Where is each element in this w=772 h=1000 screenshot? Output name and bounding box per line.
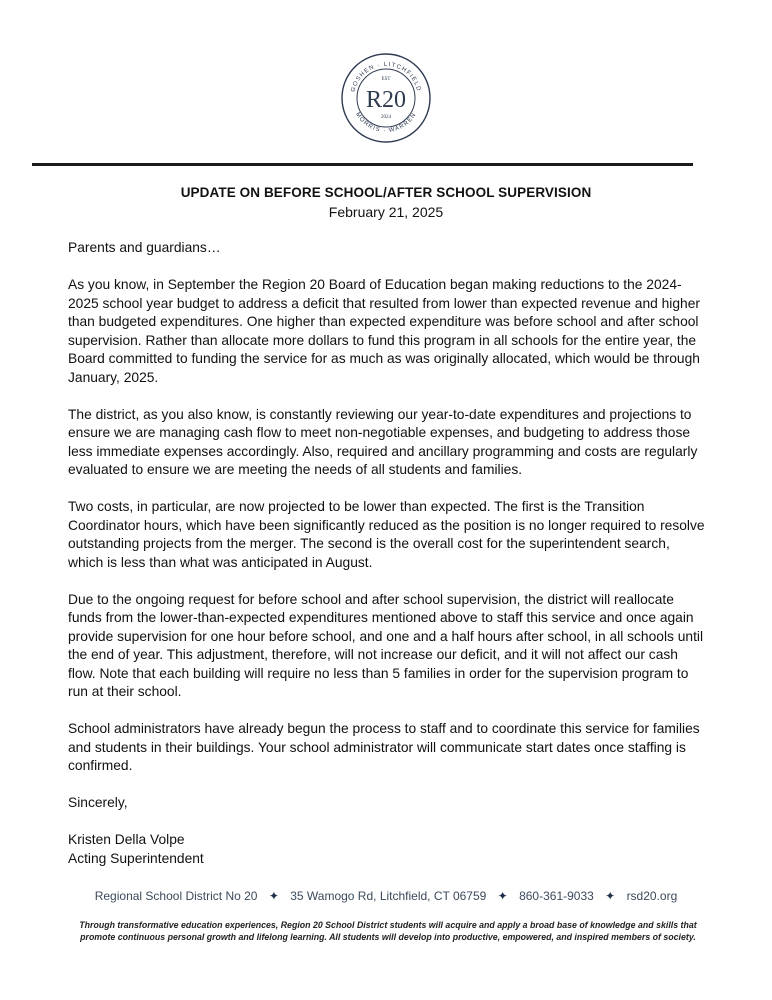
footer-contact xyxy=(0,889,772,903)
signer-name: Kristen Della Volpe xyxy=(68,832,185,847)
letter-paragraph-1: As you know, in September the Region 20 Board of Education began making reductions to the 2024-2025 school year budget to address a deficit that resulted from lower than expected revenue and higher than budgeted expenditures. One higher than expected expenditure was before school and after school supervision. Rather than allocate more dollars to fund this program in all schools for the entire year, the Board committed to funding the service for as much as was originally allocated, which would be through January, 2025. xyxy=(68,277,700,385)
letter-paragraph-5: School administrators have already begun the process to staff and to coordinate this service for families and students in their buildings. Your school administrator will communicate start dates once staffing is confirmed. xyxy=(68,721,700,773)
letter-paragraph-4: Due to the ongoing request for before school and after school supervision, the district will reallocate funds from the lower-than-expected expenditures mentioned above to staff this service and once again provide supervision for one hour before school, and one and a half hours after school, in all schools until the end of year. This adjustment, therefore, will not increase our deficit, and it will not affect our cash flow. Note that each building will require no less than 5 families in order for the supervision program to run at their school. xyxy=(68,591,704,699)
district-seal-logo xyxy=(340,52,432,144)
letter-paragraph-2: The district, as you also know, is constantly reviewing our year-to-date expenditures and projections to ensure we are managing cash flow to meet non-negotiable expenses, and budgeting to address those less immediate expenses accordingly. Also, required and ancillary programming and costs are regularly evaluated to ensure we are meeting the needs of all students and families. xyxy=(68,406,698,477)
letter-body xyxy=(68,239,708,868)
mission-statement: Through transformative education experiences, Region 20 School District students will acquire and apply a broad base of knowledge and skills that promote continuous personal growth and lifelong learning. All students will develop into productive, empowered, and inspired members of society. xyxy=(79,920,697,942)
footer-phone: 860-361-9033 xyxy=(519,889,594,903)
seal-top-text: GOSHEN · LITCHFIELD xyxy=(350,61,422,93)
diamond-separator-icon: ✦ xyxy=(497,889,508,903)
letter-closing: Sincerely, xyxy=(68,795,128,810)
footer-address: 35 Wamogo Rd, Litchfield, CT 06759 xyxy=(290,889,487,903)
seal-bottom-text: MORRIS · WARREN xyxy=(354,111,418,135)
seal-year: 2024 xyxy=(381,115,391,120)
diamond-separator-icon: ✦ xyxy=(268,889,279,903)
letter-title: UPDATE ON BEFORE SCHOOL/AFTER SCHOOL SUPERVISION xyxy=(180,185,592,200)
letter-greeting: Parents and guardians… xyxy=(68,240,221,255)
letter-date: February 21, 2025 xyxy=(328,204,444,220)
seal-est-label: EST xyxy=(381,77,391,82)
header-divider xyxy=(32,163,693,166)
diamond-separator-icon: ✦ xyxy=(605,889,616,903)
letter-paragraph-3: Two costs, in particular, are now projected to be lower than expected. The first is the Transition Coordinator hours, which have been significantly reduced as the position is no longer required to resolve outstanding projects from the merger. The second is the overall cost for the superintendent search, which is less than what was anticipated in August. xyxy=(68,499,705,570)
footer-district: Regional School District No 20 xyxy=(94,889,258,903)
footer-website: rsd20.org xyxy=(626,889,678,903)
seal-mark: R20 xyxy=(365,87,407,113)
signer-title: Acting Superintendent xyxy=(68,850,204,866)
